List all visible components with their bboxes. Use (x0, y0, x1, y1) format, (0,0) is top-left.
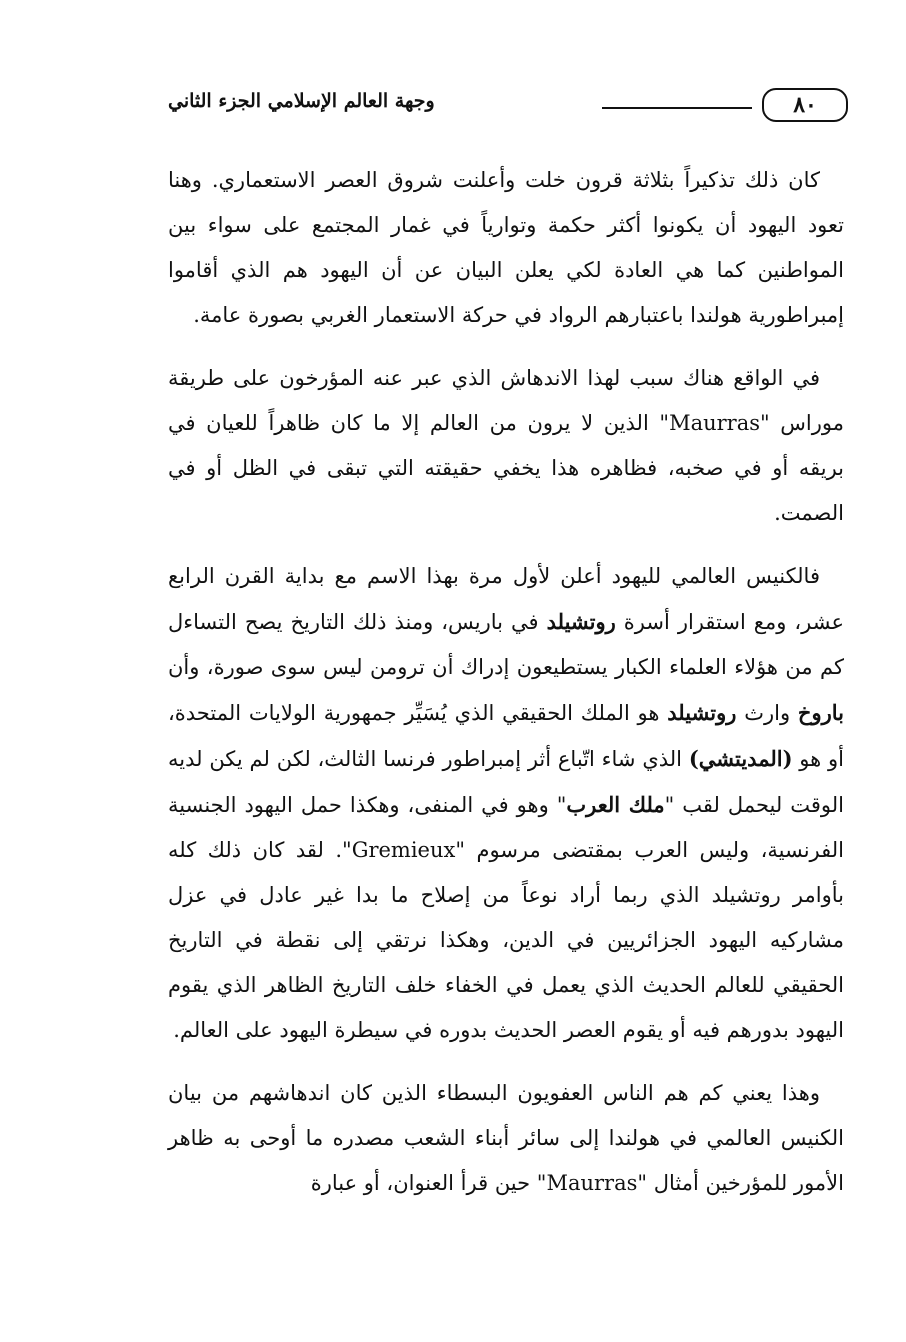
paragraph-2-part-b: " الذين لا يرون من العالم إلا ما كان ظاهراً للعيان في بريقه أو في صخبه، فظاهره هذا يخفي حقيقته التي تبقى في الظل أو في الصمت. (168, 411, 844, 525)
paragraph-2-part-a: في الواقع هناك سبب لهذا الاندهاش الذي عبر عنه المؤرخون على طريقة موراس " (168, 366, 844, 435)
paragraph-3-seg-1: فالكنيس العالمي لليهود أعلن لأول مرة بهذا الاسم مع بداية القرن الرابع عشر، ومع استقرار أسرة (168, 564, 845, 634)
paragraph-2 (168, 356, 844, 536)
paragraph-3-seg-7: ". لقد كان ذلك كله بأوامر روتشيلد الذي ربما أراد نوعاً من إصلاح ما بدا غير عادل في عزل مشاركيه اليهود الجزائريين في الدين، وهكذا نرتقي إلى نقطة في التاريخ الحقيقي للعالم الحديث الذي يعمل في الخفاء خلف التاريخ الظاهر الذي يقوم اليهود بدورهم فيه أو يقوم العصر الحديث بدوره في سيطرة اليهود على العالم. (168, 838, 844, 1042)
running-title: وجهة العالم الإسلامي الجزء الثاني (168, 90, 435, 112)
paragraph-3-seg-4: هو الملك الحقيقي الذي يُسَيِّر جمهورية الولايات المتحدة، أو هو (168, 701, 845, 771)
bold-term-rothschild-2: روتشيلد (667, 700, 737, 725)
bold-term-baruch: باروخ (797, 700, 844, 725)
page-number-box (762, 88, 848, 122)
latin-term-gremieux: Gremieux (351, 838, 456, 862)
latin-term-maurras: Maurras (669, 411, 760, 435)
latin-term-maurras-2: Maurras (546, 1171, 638, 1195)
header-rule (602, 107, 752, 109)
paragraph-3-seg-2: في باريس، ومنذ ذلك التاريخ يصح التساءل كم من هؤلاء العلماء الكبار يستطيعون إدراك أن ترومن ليس سوى صورة، وأن (168, 610, 844, 679)
paragraph-4-part-b: " حين قرأ العنوان، أو عبارة (310, 1171, 547, 1195)
paragraph-4-part-a: وهذا يعني كم هم الناس العفويون البسطاء الذين كان اندهاشهم من بيان الكنيس العالمي في هولندا إلى سائر أبناء الشعب مصدره ما أوحى به ظاهر الأمور للمؤرخين أمثال " (168, 1081, 844, 1195)
bold-term-rothschild: روتشيلد (546, 609, 616, 634)
page-number: ٨٠ (793, 92, 817, 118)
bold-term-king-of-arabs: ملك العرب (566, 792, 665, 817)
body-text (168, 158, 844, 1224)
paragraph-1: كان ذلك تذكيراً بثلاثة قرون خلت وأعلنت شروق العصر الاستعماري. وهنا تعود اليهود أن يكونوا أكثر حكمة وتوارياً في غمار المجتمع على سواء بين المواطنين كما هي العادة لكي يعلن البيان عن أن اليهود هم الذي أقاموا إمبراطورية هولندا باعتبارهم الرواد في حركة الاستعمار الغربي بصورة عامة. (168, 168, 844, 327)
paragraph-3-seg-3: وارث (736, 701, 798, 725)
paragraph-3-seg-5: الذي شاء اتّباع أثر إمبراطور فرنسا الثالث، لكن لم يكن لديه الوقت ليحمل لقب " (168, 747, 844, 817)
bold-term-medici: (المديتشي) (688, 746, 793, 771)
paragraph-3-seg-6: " وهو في المنفى، وهكذا حمل اليهود الجنسية الفرنسية، وليس العرب بمقتضى مرسوم " (168, 793, 844, 862)
page-header (168, 86, 848, 128)
paragraph-3 (168, 554, 844, 1053)
paragraph-4 (168, 1071, 844, 1206)
